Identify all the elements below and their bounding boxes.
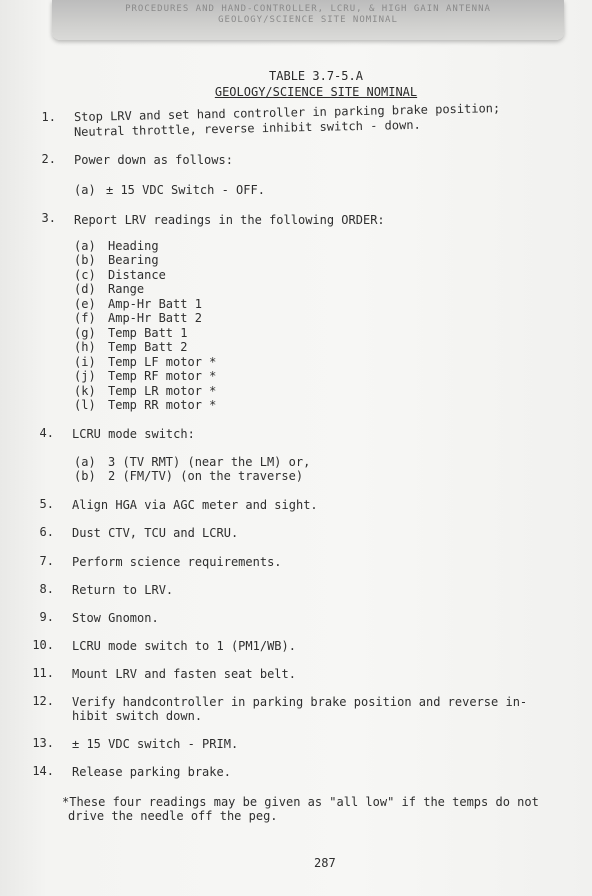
subitem-label: (d) (74, 282, 96, 296)
step-number: 10. (32, 638, 54, 652)
step-text: ± 15 VDC switch - PRIM. (72, 737, 239, 751)
subitem-text: Distance (108, 268, 166, 282)
step-number: 11. (32, 666, 54, 680)
subitem-text: Heading (108, 239, 159, 253)
subitem-label: (c) (74, 268, 96, 282)
header-strip-line-1: PROCEDURES AND HAND-CONTROLLER, LCRU, & HIGH GAIN ANTENNA (125, 4, 491, 14)
subitem-label: (b) (74, 469, 96, 483)
subitem-label: (f) (74, 311, 96, 325)
step-number: 8. (39, 582, 54, 596)
table-subtitle: GEOLOGY/SCIENCE SITE NOMINAL (214, 85, 418, 99)
subitem-text: Range (108, 282, 145, 296)
subitem-text: ± 15 VDC Switch - OFF. (106, 183, 265, 197)
step-text: Neutral throttle, reverse inhibit switch - down. (73, 117, 421, 139)
subitem-label: (g) (74, 326, 96, 340)
step-text: Stow Gnomon. (72, 611, 159, 625)
step-number: 13. (32, 736, 54, 750)
step-text: Perform science requirements. (72, 555, 282, 569)
step-text: Dust CTV, TCU and LCRU. (72, 526, 239, 540)
subitem-text: Temp RF motor * (108, 369, 217, 383)
subitem-text: Bearing (108, 253, 159, 267)
subitem-text: Amp-Hr Batt 2 (108, 311, 202, 325)
step-text: Release parking brake. (72, 765, 231, 779)
step-text: Report LRV readings in the following ORDER: (74, 213, 385, 227)
step-number: 6. (39, 525, 54, 539)
subitem-text: Temp RR motor * (108, 398, 217, 412)
subitem-text: 2 (FM/TV) (on the traverse) (108, 469, 304, 483)
subitem-text: Temp LF motor * (108, 355, 217, 369)
subitem-label: (h) (74, 340, 96, 354)
subitem-label: (e) (74, 297, 96, 311)
step-number: 3. (41, 211, 56, 225)
subitem-text: Temp Batt 1 (108, 326, 188, 340)
subitem-label: (a) (74, 183, 96, 197)
step-number: 4. (39, 426, 54, 440)
step-number: 12. (32, 694, 54, 708)
subitem-text: Temp Batt 2 (108, 340, 188, 354)
subitem-label: (b) (74, 253, 96, 267)
step-number: 7. (39, 554, 54, 568)
footnote-line: *These four readings may be given as "all low" if the temps do not (62, 795, 539, 809)
subitem-text: 3 (TV RMT) (near the LM) or, (108, 455, 311, 469)
subitem-label: (a) (74, 455, 96, 469)
page-number: 287 (314, 856, 336, 870)
step-number: 14. (32, 764, 54, 778)
subitem-label: (l) (74, 398, 96, 412)
step-number: 2. (41, 152, 56, 166)
step-number: 5. (39, 497, 54, 511)
step-text: Return to LRV. (72, 583, 174, 597)
subitem-text: Temp LR motor * (108, 384, 217, 398)
step-number: 1. (41, 110, 56, 124)
step-text: LCRU mode switch to 1 (PM1/WB). (72, 639, 296, 653)
step-text: Stop LRV and set hand controller in parking brake position; (73, 101, 501, 124)
subitem-text: Amp-Hr Batt 1 (108, 297, 202, 311)
subitem-label: (a) (74, 239, 96, 253)
step-text: Align HGA via AGC meter and sight. (72, 498, 318, 512)
subitem-label: (k) (74, 384, 96, 398)
footnote-line: drive the needle off the peg. (68, 809, 278, 823)
subitem-label: (i) (74, 355, 96, 369)
step-text: Verify handcontroller in parking brake position and reverse in- (72, 695, 528, 709)
subitem-label: (j) (74, 369, 96, 383)
header-strip (52, 0, 564, 40)
step-text: LCRU mode switch: (72, 427, 195, 441)
step-number: 9. (39, 610, 54, 624)
header-strip-line-2: GEOLOGY/SCIENCE SITE NOMINAL (218, 15, 398, 25)
table-title: TABLE 3.7-5.A (269, 69, 363, 83)
step-text: Mount LRV and fasten seat belt. (72, 667, 296, 681)
step-text: Power down as follows: (74, 153, 233, 167)
step-text: hibit switch down. (72, 709, 203, 723)
